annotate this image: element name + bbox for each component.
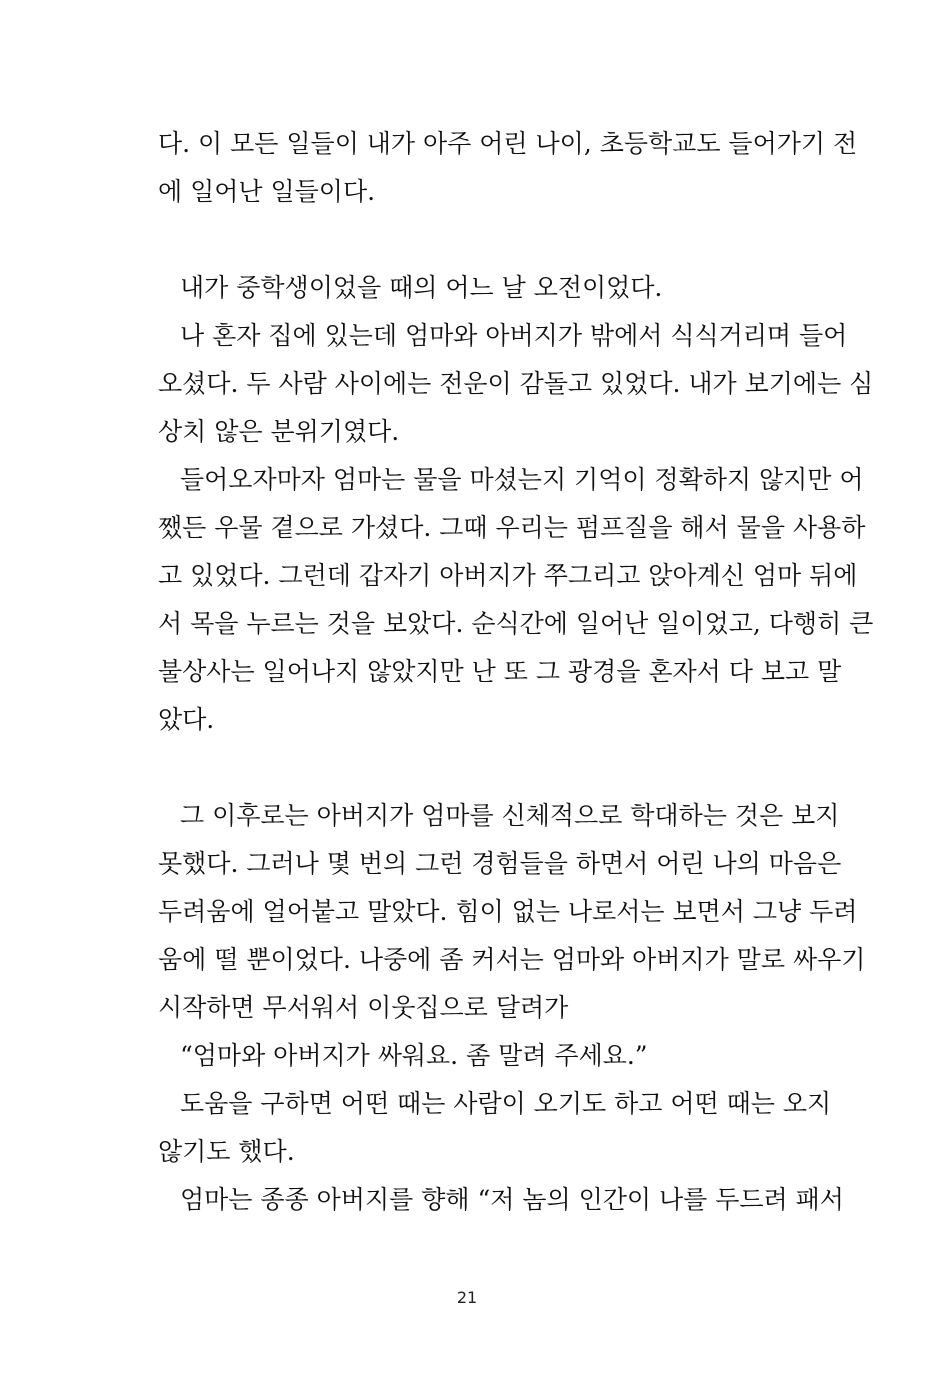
text-line-8: 쨌든 우물 곁으로 가셨다. 그때 우리는 펌프질을 해서 물을 사용하 — [158, 513, 866, 542]
text-line-20: 않기도 했다. — [158, 1137, 295, 1166]
text-line-7: 들어오자마자 엄마는 물을 마셨는지 기억이 정확하지 않지만 어 — [180, 465, 864, 494]
text-line-16: 움에 떨 뿐이었다. 나중에 좀 커서는 엄마와 아버지가 말로 싸우기 — [158, 945, 866, 974]
text-line-2: 에 일어난 일들이다. — [158, 177, 376, 206]
text-line-6: 상치 않은 분위기였다. — [158, 417, 400, 446]
text-line-19: 도움을 구하면 어떤 때는 사람이 오기도 하고 어떤 때는 오지 — [180, 1089, 832, 1118]
text-line-5: 오셨다. 두 사람 사이에는 전운이 감돌고 있었다. 내가 보기에는 심 — [158, 369, 874, 398]
text-line-4: 나 혼자 집에 있는데 엄마와 아버지가 밖에서 식식거리며 들어 — [180, 321, 848, 350]
text-line-18: “엄마와 아버지가 싸워요. 좀 말려 주세요.” — [180, 1041, 648, 1070]
page-number: 21 — [456, 1288, 478, 1307]
text-line-14: 못했다. 그러나 몇 번의 그런 경험들을 하면서 어린 나의 마음은 — [158, 849, 842, 878]
text-line-11: 불상사는 일어나지 않았지만 난 또 그 광경을 혼자서 다 보고 말 — [158, 657, 842, 686]
text-line-1: 다. 이 모든 일들이 내가 아주 어린 나이, 초등학교도 들어가기 전 — [158, 129, 858, 158]
text-line-9: 고 있었다. 그런데 갑자기 아버지가 쭈그리고 앉아계신 엄마 뒤에 — [158, 561, 858, 590]
text-line-21: 엄마는 종종 아버지를 향해 “저 놈의 인간이 나를 두드려 패서 — [180, 1185, 844, 1214]
text-line-10: 서 목을 누르는 것을 보았다. 순식간에 일어난 일이었고, 다행히 큰 — [158, 609, 874, 638]
text-line-3: 내가 중학생이었을 때의 어느 날 오전이었다. — [180, 273, 663, 302]
text-line-13: 그 이후로는 아버지가 엄마를 신체적으로 학대하는 것은 보지 — [180, 801, 840, 830]
text-line-15: 두려움에 얼어붙고 말았다. 힘이 없는 나로서는 보면서 그냥 두려 — [158, 897, 858, 926]
text-line-17: 시작하면 무서워서 이웃집으로 달려가 — [158, 993, 569, 1022]
text-line-12: 았다. — [158, 705, 215, 734]
